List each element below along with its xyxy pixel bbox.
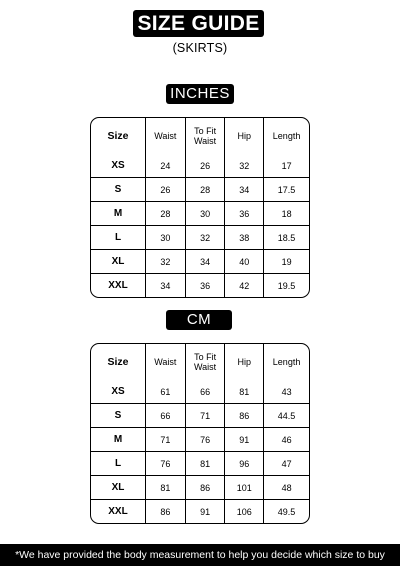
column-header: Hip <box>225 344 264 380</box>
measurement-cell: 40 <box>225 250 264 274</box>
table-row <box>91 250 309 274</box>
measurement-cell: 96 <box>225 452 264 476</box>
size-cell: XXL <box>91 274 146 297</box>
column-header: To Fit Waist <box>186 118 226 154</box>
table-header-row <box>91 118 309 154</box>
table-row <box>91 274 309 297</box>
column-header: Waist <box>146 118 186 154</box>
column-header: To Fit Waist <box>186 344 226 380</box>
measurement-cell: 81 <box>146 476 186 500</box>
size-cell: S <box>91 178 146 202</box>
size-cell: XL <box>91 476 146 500</box>
size-cell: XXL <box>91 500 146 523</box>
measurement-cell: 24 <box>146 154 186 178</box>
measurement-cell: 44.5 <box>264 404 309 428</box>
column-header: Length <box>272 357 301 367</box>
size-cell: M <box>91 202 146 226</box>
table-row <box>91 500 309 523</box>
measurement-cell: 26 <box>146 178 186 202</box>
table-row <box>91 404 309 428</box>
measurement-cell: 17 <box>264 154 309 178</box>
measurement-cell: 36 <box>186 274 226 297</box>
measurement-cell: 48 <box>264 476 309 500</box>
measurement-cell: 76 <box>186 428 226 452</box>
measurement-cell: 30 <box>146 226 186 250</box>
measurement-cell: 101 <box>225 476 264 500</box>
measurement-cell: 34 <box>186 250 226 274</box>
table-row <box>91 428 309 452</box>
table-row <box>91 380 309 404</box>
table-row <box>91 226 309 250</box>
table-row <box>91 476 309 500</box>
measurement-cell: 91 <box>186 500 226 523</box>
size-cell: XS <box>91 380 146 404</box>
measurement-cell: 30 <box>186 202 226 226</box>
inches-section-label: INCHES <box>166 84 234 104</box>
cm-size-table <box>90 343 310 524</box>
column-header: Waist <box>146 344 186 380</box>
table-row <box>91 452 309 476</box>
table-row <box>91 154 309 178</box>
size-cell: XL <box>91 250 146 274</box>
measurement-cell: 106 <box>225 500 264 523</box>
measurement-cell: 19 <box>264 250 309 274</box>
measurement-cell: 91 <box>225 428 264 452</box>
measurement-cell: 81 <box>225 380 264 404</box>
measurement-cell: 47 <box>264 452 309 476</box>
measurement-cell: 81 <box>186 452 226 476</box>
size-cell: S <box>91 404 146 428</box>
measurement-cell: 61 <box>146 380 186 404</box>
measurement-cell: 19.5 <box>277 280 296 291</box>
column-header: Length <box>272 131 301 141</box>
column-header: Size <box>91 118 146 154</box>
measurement-cell: 43 <box>264 380 309 404</box>
measurement-cell: 26 <box>186 154 226 178</box>
measurement-cell: 36 <box>225 202 264 226</box>
column-header: Size <box>91 344 146 380</box>
measurement-cell: 28 <box>186 178 226 202</box>
measurement-cell: 66 <box>186 380 226 404</box>
measurement-cell: 86 <box>225 404 264 428</box>
measurement-cell: 34 <box>146 274 186 297</box>
size-cell: L <box>91 452 146 476</box>
measurement-cell: 66 <box>146 404 186 428</box>
page-subtitle: (SKIRTS) <box>172 41 228 55</box>
column-header: Hip <box>225 118 264 154</box>
measurement-cell: 34 <box>225 178 264 202</box>
measurement-cell: 46 <box>264 428 309 452</box>
measurement-cell: 18.5 <box>264 226 309 250</box>
measurement-cell: 49.5 <box>277 506 296 517</box>
measurement-cell: 32 <box>225 154 264 178</box>
table-header-row <box>91 344 309 380</box>
table-row <box>91 178 309 202</box>
measurement-cell: 86 <box>146 500 186 523</box>
cm-section-label: CM <box>166 310 232 330</box>
page-title: SIZE GUIDE <box>133 10 264 37</box>
measurement-cell: 17.5 <box>264 178 309 202</box>
size-cell: L <box>91 226 146 250</box>
measurement-cell: 28 <box>146 202 186 226</box>
measurement-cell: 38 <box>225 226 264 250</box>
inches-size-table <box>90 117 310 298</box>
size-cell: M <box>91 428 146 452</box>
measurement-cell: 18 <box>264 202 309 226</box>
measurement-cell: 42 <box>225 274 264 297</box>
measurement-cell: 76 <box>146 452 186 476</box>
table-row <box>91 202 309 226</box>
measurement-cell: 32 <box>146 250 186 274</box>
measurement-cell: 32 <box>186 226 226 250</box>
measurement-cell: 71 <box>146 428 186 452</box>
measurement-cell: 71 <box>186 404 226 428</box>
footer-note: *We have provided the body measurement to help you decide which size to buy <box>0 544 400 566</box>
measurement-cell: 86 <box>186 476 226 500</box>
size-cell: XS <box>91 154 146 178</box>
